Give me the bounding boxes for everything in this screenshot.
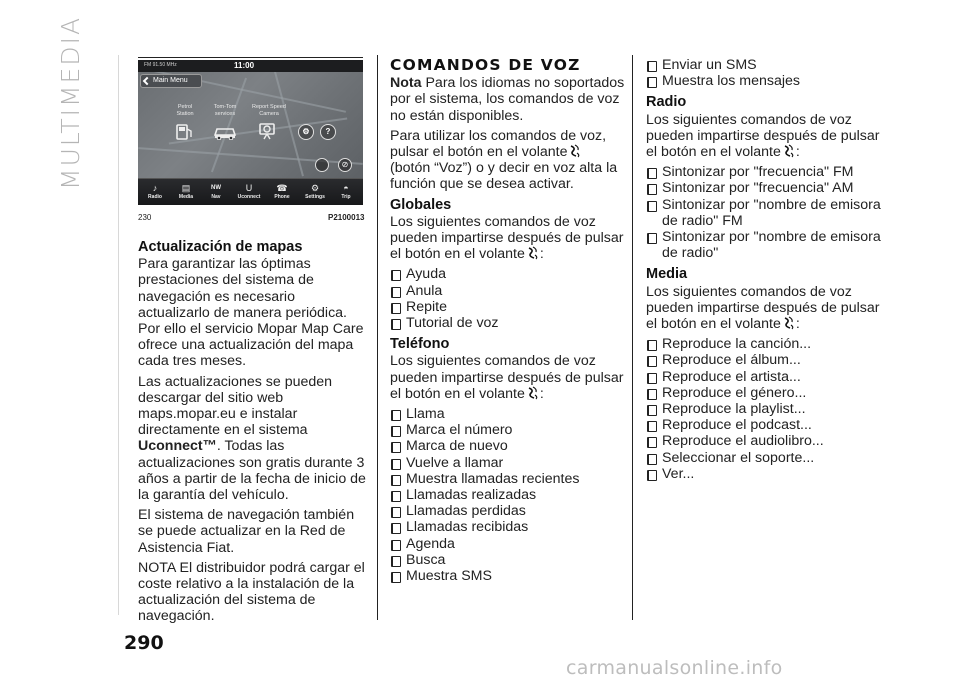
paragraph-note-cost: NOTA El distribuidor podrá cargar el coste relativo a la instalación de la actualización del sistema de navegación. <box>138 559 365 625</box>
list-item: Sintonizar por "frecuencia" AM <box>646 180 886 196</box>
nav-trip: ◓ Trip <box>341 183 351 200</box>
paragraph-phone-intro: Los siguientes comandos de voz pueden impartirse después de pulsar el botón en el volante : <box>390 353 624 402</box>
paragraph-dealer-network: El sistema de navegación también se puede actualizar en la Red de Asistencia Fiat. <box>138 507 355 556</box>
voice-command-icon <box>526 246 539 260</box>
list-item: Muestra los mensajes <box>646 73 886 89</box>
paragraph-global-intro: Los siguientes comandos de voz pueden impartirse después de pulsar el botón en el volante : <box>390 213 624 263</box>
nav-media: ▤ Media <box>178 183 194 200</box>
figure-number: 230 <box>138 213 152 222</box>
paragraph-how-to-use: Para utilizar los comandos de voz, pulsar el botón en el volante (botón “Voz”) o y decir en voz alta la función que se desea activar. <box>390 127 618 193</box>
cancel-route-icon: ⊘ <box>338 158 352 172</box>
petrol-station-icon <box>172 122 198 140</box>
voice-command-icon <box>526 386 539 400</box>
paragraph-note-languages: Nota Para los idiomas no soportados por el sistema, los comandos de voz no están disponibles. <box>390 75 625 124</box>
list-item: Anula <box>390 283 626 299</box>
tile-petrol-station: Petrol Station <box>176 104 194 117</box>
list-item: Reproduce el género... <box>646 385 886 401</box>
main-menu-label: Main Menu <box>153 77 188 84</box>
list-item: Reproduce el audiolibro... <box>646 433 886 449</box>
page-number: 290 <box>124 632 164 654</box>
voice-command-icon <box>782 144 795 158</box>
nav-phone: ☎ Phone <box>274 183 290 200</box>
sms-commands-list <box>646 57 886 89</box>
voice-command-icon <box>782 316 795 330</box>
navigation-screen-image <box>138 60 363 205</box>
list-item: Enviar un SMS <box>646 57 886 73</box>
nav-settings: ⚙ Settings <box>305 183 325 200</box>
heading-media: Media <box>646 266 688 283</box>
settings-map-icon: ⚙ <box>298 124 314 140</box>
list-item: Reproduce el podcast... <box>646 417 886 433</box>
bottom-nav-bar <box>138 178 363 205</box>
list-item: Agenda <box>390 536 626 552</box>
tile-speed-camera: Report Speed Camera <box>252 104 286 117</box>
media-commands-list <box>646 336 886 482</box>
side-divider <box>118 55 119 615</box>
list-item: Tutorial de voz <box>390 315 626 331</box>
compass-icon <box>315 158 329 172</box>
paragraph-download: Las actualizaciones se pueden descargar del sitio web maps.mopar.eu e instalar directamente en el sistema Uconnect™. Todas las actualizaciones son gratis durante 3 años a partir de la fecha de inicio de la garantía del vehículo. <box>138 373 366 504</box>
paragraph-media-intro: Los siguientes comandos de voz pueden impartirse después de pulsar el botón en el volante : <box>646 283 880 333</box>
list-item: Ayuda <box>390 266 626 282</box>
speed-camera-icon <box>256 122 282 140</box>
list-item: Sintonizar por "nombre de emisora de radio" FM <box>646 197 886 229</box>
list-item: Busca <box>390 552 626 568</box>
heading-map-update: Actualización de mapas <box>138 239 303 255</box>
tile-tomtom-services: Tom-Tom services <box>213 104 237 117</box>
help-icon: ? <box>320 124 336 140</box>
heading-phone: Teléfono <box>390 336 450 353</box>
list-item: Reproduce la playlist... <box>646 401 886 417</box>
figure-code: P2100013 <box>328 213 365 222</box>
paragraph-map-care: Para garantizar las óptimas prestaciones del sistema de navegación es necesario actualizarlo de manera periódica. Por ello el servicio Mopar Map Care ofrece una actualización del mapa cada tres meses. <box>138 256 364 370</box>
global-commands-list <box>390 266 626 331</box>
list-item: Reproduce el artista... <box>646 369 886 385</box>
right-column <box>646 57 886 487</box>
list-item: Ver... <box>646 466 886 482</box>
list-item: Seleccionar el soporte... <box>646 450 886 466</box>
section-title: MULTIMEDIA <box>56 15 85 190</box>
column-divider-1 <box>377 55 378 620</box>
list-item: Muestra SMS <box>390 568 626 584</box>
list-item: Sintonizar por "frecuencia" FM <box>646 164 886 180</box>
clock: 11:00 <box>234 61 255 70</box>
heading-global: Globales <box>390 196 452 213</box>
middle-column <box>390 57 626 589</box>
figure-230 <box>138 58 363 205</box>
main-menu-button <box>140 74 202 88</box>
heading-voice-commands: COMANDOS DE VOZ <box>390 56 581 74</box>
heading-radio: Radio <box>646 94 687 111</box>
list-item: Llama <box>390 406 626 422</box>
list-item: Marca el número <box>390 422 626 438</box>
list-item: Muestra llamadas recientes <box>390 471 626 487</box>
nav-uconnect: U Uconnect <box>237 183 261 200</box>
list-item: Sintonizar por "nombre de emisora de radio" <box>646 229 886 261</box>
nav-radio: ♪ Radio <box>148 183 162 200</box>
status-bar <box>138 60 363 72</box>
phone-commands-list <box>390 406 626 584</box>
radio-commands-list <box>646 164 886 261</box>
nav-nav: NW Nav <box>211 185 221 200</box>
list-item: Llamadas realizadas <box>390 487 626 503</box>
car-service-icon <box>212 122 238 140</box>
list-item: Reproduce el álbum... <box>646 352 886 368</box>
uconnect-term: Uconnect™ <box>138 438 217 455</box>
list-item: Llamadas recibidas <box>390 519 626 535</box>
list-item: Llamadas perdidas <box>390 503 626 519</box>
watermark: carmanualsonline.info <box>566 657 783 679</box>
list-item: Vuelve a llamar <box>390 455 626 471</box>
list-item: Marca de nuevo <box>390 438 626 454</box>
list-item: Reproduce la canción... <box>646 336 886 352</box>
paragraph-radio-intro: Los siguientes comandos de voz pueden impartirse después de pulsar el botón en el volante : <box>646 111 880 161</box>
column-divider-2 <box>632 55 633 620</box>
left-column <box>138 237 370 629</box>
back-arrow-icon <box>143 77 151 85</box>
voice-command-icon <box>568 144 581 158</box>
list-item: Repite <box>390 299 626 315</box>
radio-status: FM 91.50 MHz <box>144 62 177 68</box>
